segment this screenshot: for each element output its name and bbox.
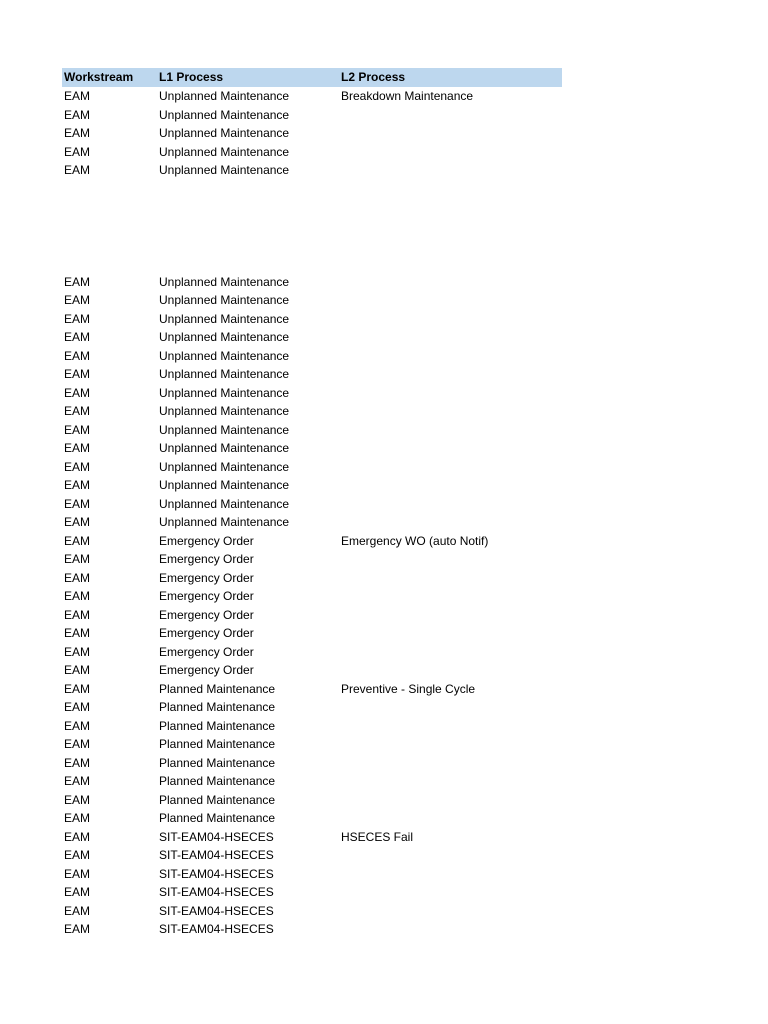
cell-l1-process[interactable]: Unplanned Maintenance — [159, 163, 290, 177]
cell-l1-process[interactable]: Unplanned Maintenance — [159, 367, 290, 381]
cell-l1-process[interactable]: Planned Maintenance — [159, 774, 276, 788]
table-row — [62, 809, 562, 828]
table-row — [62, 698, 562, 717]
table-row — [62, 421, 562, 440]
table-row — [62, 143, 562, 162]
cell-workstream[interactable]: EAM — [64, 737, 91, 751]
cell-workstream[interactable]: EAM — [64, 811, 91, 825]
cell-workstream[interactable]: EAM — [64, 422, 91, 437]
cell-l1-process[interactable]: Planned Maintenance — [159, 737, 276, 751]
cell-l1-process[interactable]: Emergency Order — [159, 589, 254, 603]
table-row — [62, 273, 562, 292]
table-row — [62, 754, 562, 773]
cell-workstream[interactable]: EAM — [64, 681, 91, 696]
cell-workstream[interactable]: EAM — [64, 774, 91, 788]
cell-l1-process[interactable]: Unplanned Maintenance — [159, 422, 290, 437]
cell-l1-process[interactable]: SIT-EAM04-HSECES — [159, 922, 274, 936]
cell-workstream[interactable]: EAM — [64, 441, 91, 455]
cell-workstream[interactable]: EAM — [64, 663, 91, 677]
row-group-2 — [62, 273, 562, 939]
table-row — [62, 124, 562, 143]
cell-l1-process[interactable]: Planned Maintenance — [159, 792, 276, 807]
cell-l1-process[interactable]: Unplanned Maintenance — [159, 330, 290, 344]
cell-l1-process[interactable]: Planned Maintenance — [159, 681, 276, 696]
cell-l1-process[interactable]: SIT-EAM04-HSECES — [159, 885, 274, 899]
cell-l2-process[interactable]: Emergency WO (auto Notif) — [341, 533, 489, 548]
table-row — [62, 828, 562, 847]
table-row — [62, 624, 562, 643]
cell-l1-process[interactable]: Unplanned Maintenance — [159, 348, 290, 363]
cell-l1-process[interactable]: Unplanned Maintenance — [159, 441, 290, 455]
table-row — [62, 643, 562, 662]
cell-workstream[interactable]: EAM — [64, 866, 91, 881]
cell-workstream[interactable]: EAM — [64, 626, 91, 640]
header-row — [62, 68, 562, 87]
cell-workstream[interactable]: EAM — [64, 885, 91, 899]
cell-workstream[interactable]: EAM — [64, 589, 91, 603]
cell-workstream[interactable]: EAM — [64, 792, 91, 807]
table-row — [62, 550, 562, 569]
cell-workstream[interactable]: EAM — [64, 126, 91, 140]
cell-l1-process[interactable]: Unplanned Maintenance — [159, 404, 290, 418]
cell-l1-process[interactable]: SIT-EAM04-HSECES — [159, 903, 274, 918]
cell-l1-process[interactable]: SIT-EAM04-HSECES — [159, 829, 274, 844]
blank-rows-gap — [62, 180, 562, 273]
row-group-1 — [62, 87, 562, 180]
cell-workstream[interactable]: EAM — [64, 496, 91, 511]
cell-l1-process[interactable]: Planned Maintenance — [159, 718, 276, 733]
cell-l1-process[interactable]: Emergency Order — [159, 552, 254, 566]
header-l1-process[interactable]: L1 Process — [159, 70, 224, 84]
table-row — [62, 384, 562, 403]
cell-workstream[interactable]: EAM — [64, 848, 91, 862]
table-row — [62, 735, 562, 754]
table-row — [62, 106, 562, 125]
table-row — [62, 87, 562, 106]
table-row — [62, 680, 562, 699]
header-workstream[interactable]: Workstream — [64, 70, 134, 84]
cell-l1-process[interactable]: Planned Maintenance — [159, 700, 276, 714]
cell-l1-process[interactable]: Unplanned Maintenance — [159, 385, 290, 400]
cell-l2-process[interactable]: HSECES Fail — [341, 829, 414, 844]
cell-l1-process[interactable]: Emergency Order — [159, 570, 254, 585]
table-row — [62, 439, 562, 458]
cell-l1-process[interactable]: Unplanned Maintenance — [159, 126, 290, 140]
cell-workstream[interactable]: EAM — [64, 144, 91, 159]
cell-l1-process[interactable]: Planned Maintenance — [159, 811, 276, 825]
header-l2-process[interactable]: L2 Process — [341, 70, 406, 84]
table-row — [62, 865, 562, 884]
cell-workstream[interactable]: EAM — [64, 163, 91, 177]
cell-workstream[interactable]: EAM — [64, 607, 91, 622]
table-row — [62, 920, 562, 939]
table-row — [62, 791, 562, 810]
table-row — [62, 347, 562, 366]
cell-l1-process[interactable]: Unplanned Maintenance — [159, 496, 290, 511]
table-row — [62, 532, 562, 551]
cell-workstream[interactable]: EAM — [64, 311, 91, 326]
cell-l1-process[interactable]: Emergency Order — [159, 663, 254, 677]
cell-workstream[interactable]: EAM — [64, 644, 91, 659]
cell-workstream[interactable]: EAM — [64, 330, 91, 344]
table-row — [62, 291, 562, 310]
table-row — [62, 161, 562, 180]
cell-workstream[interactable]: EAM — [64, 293, 91, 307]
table-row — [62, 365, 562, 384]
table-row — [62, 495, 562, 514]
table-row — [62, 902, 562, 921]
table-row — [62, 458, 562, 477]
cell-workstream[interactable]: EAM — [64, 552, 91, 566]
cell-workstream[interactable]: EAM — [64, 348, 91, 363]
cell-l1-process[interactable]: Unplanned Maintenance — [159, 144, 290, 159]
cell-l1-process[interactable]: Unplanned Maintenance — [159, 311, 290, 326]
cell-l2-process[interactable]: Breakdown Maintenance — [341, 89, 474, 103]
cell-workstream[interactable]: EAM — [64, 459, 91, 474]
cell-l1-process[interactable]: Emergency Order — [159, 626, 254, 640]
table-row — [62, 883, 562, 902]
cell-l1-process[interactable]: Unplanned Maintenance — [159, 274, 290, 289]
spreadsheet-table — [62, 68, 562, 939]
cell-workstream[interactable]: EAM — [64, 533, 91, 548]
table-row — [62, 328, 562, 347]
cell-workstream[interactable]: EAM — [64, 515, 91, 529]
cell-workstream[interactable]: EAM — [64, 107, 91, 122]
cell-workstream[interactable]: EAM — [64, 89, 91, 103]
cell-workstream[interactable]: EAM — [64, 570, 91, 585]
table-row — [62, 846, 562, 865]
cell-l1-process[interactable]: Emergency Order — [159, 533, 254, 548]
cell-l1-process[interactable]: SIT-EAM04-HSECES — [159, 866, 274, 881]
cell-l1-process[interactable]: Unplanned Maintenance — [159, 459, 290, 474]
table-row — [62, 661, 562, 680]
table-row — [62, 569, 562, 588]
cell-l1-process[interactable]: Emergency Order — [159, 644, 254, 659]
table-row — [62, 310, 562, 329]
cell-workstream[interactable]: EAM — [64, 755, 91, 770]
cell-workstream[interactable]: EAM — [64, 700, 91, 714]
cell-workstream[interactable]: EAM — [64, 274, 91, 289]
table-row — [62, 402, 562, 421]
cell-workstream[interactable]: EAM — [64, 922, 91, 936]
table-row — [62, 717, 562, 736]
table-row — [62, 606, 562, 625]
table-row — [62, 476, 562, 495]
cell-l1-process[interactable]: Unplanned Maintenance — [159, 515, 290, 529]
cell-workstream[interactable]: EAM — [64, 478, 91, 492]
cell-l1-process[interactable]: Unplanned Maintenance — [159, 107, 290, 122]
cell-l1-process[interactable]: Planned Maintenance — [159, 755, 276, 770]
cell-l1-process[interactable]: Unplanned Maintenance — [159, 478, 290, 492]
cell-l1-process[interactable]: Unplanned Maintenance — [159, 293, 290, 307]
cell-l2-process[interactable]: Preventive - Single Cycle — [341, 681, 476, 696]
cell-workstream[interactable]: EAM — [64, 718, 91, 733]
cell-workstream[interactable]: EAM — [64, 404, 91, 418]
table-row — [62, 513, 562, 532]
cell-workstream[interactable]: EAM — [64, 829, 91, 844]
table-row — [62, 587, 562, 606]
cell-workstream[interactable]: EAM — [64, 903, 91, 918]
cell-workstream[interactable]: EAM — [64, 367, 91, 381]
cell-l1-process[interactable]: Unplanned Maintenance — [159, 89, 290, 103]
table-row — [62, 772, 562, 791]
cell-workstream[interactable]: EAM — [64, 385, 91, 400]
cell-l1-process[interactable]: SIT-EAM04-HSECES — [159, 848, 274, 862]
cell-l1-process[interactable]: Emergency Order — [159, 607, 254, 622]
